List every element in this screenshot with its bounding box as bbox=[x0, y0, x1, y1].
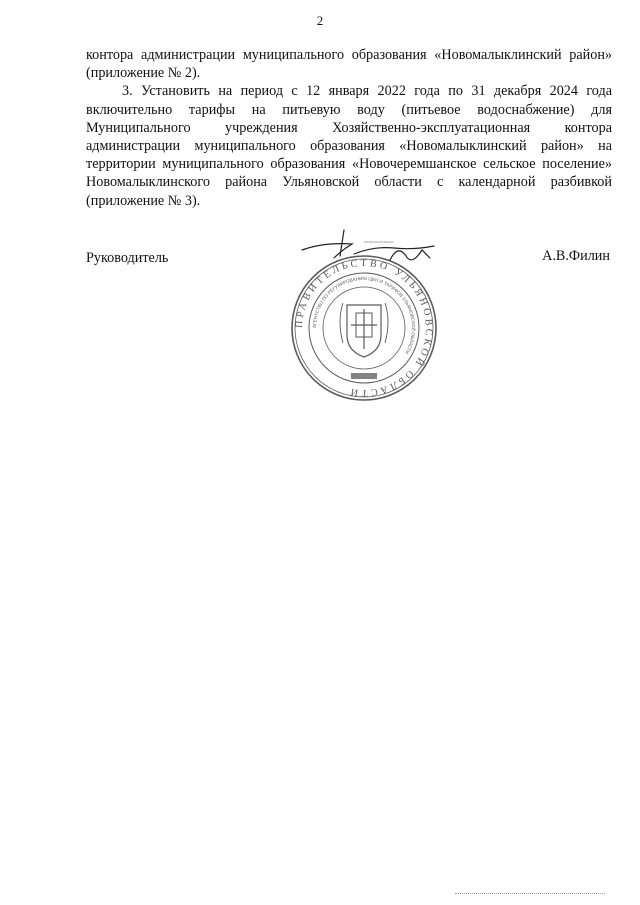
body-text bbox=[86, 46, 612, 210]
paragraph-item-3: 3. Установить на период с 12 января 2022 года по 31 декабря 2024 года включительно тарифы на питьевую воду (питьевое водоснабжение) для Муниципального учреждения Хозяйственно-эксплуатационная контора администрации муниципального образования «Новомалыклинский район» на территории муниципального образования «Новочеремшанское сельское поселение» Новомалыклинского района Ульяновской области с календарной разбивкой (приложение № 3). bbox=[86, 83, 612, 209]
seal-inner-text: АГЕНТСТВО ПО РЕГУЛИРОВАНИЮ ЦЕН И ТАРИФОВ УЛЬЯНОВСКОЙ ОБЛАСТИ bbox=[311, 275, 417, 355]
footer-line bbox=[455, 893, 605, 894]
signer-title: Руководитель bbox=[86, 250, 169, 266]
seal-outer-text: ПРАВИТЕЛЬСТВО УЛЬЯНОВСКОЙ ОБЛАСТИ bbox=[293, 257, 435, 399]
page-number: 2 bbox=[316, 13, 324, 28]
handwritten-signature bbox=[294, 228, 444, 278]
paragraph-continuation: контора администрации муниципального образования «Новомалыклинский район» (приложение № 2). bbox=[86, 47, 612, 82]
signer-name: А.В.Филин bbox=[542, 248, 610, 264]
coat-of-arms-icon bbox=[340, 303, 388, 357]
